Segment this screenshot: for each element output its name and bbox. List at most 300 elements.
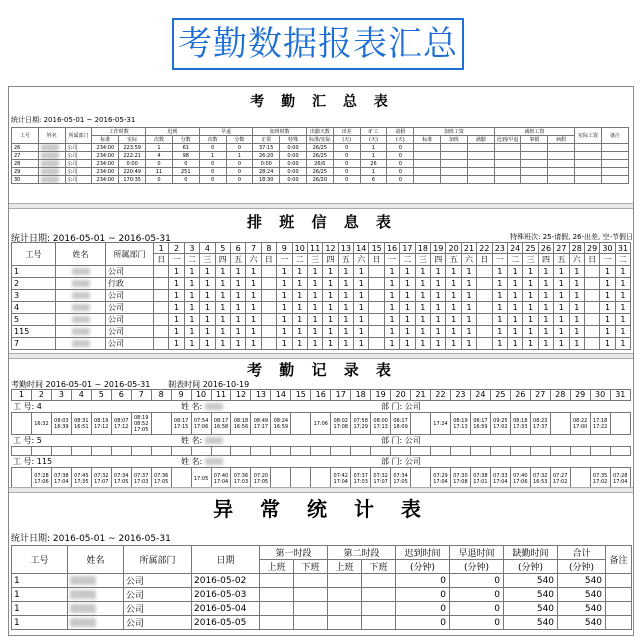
punch-cell: 07:58 17:29	[351, 413, 371, 435]
table-cell: 1	[600, 302, 615, 314]
table-cell: 1	[184, 290, 199, 302]
table-cell: 1	[554, 290, 569, 302]
table-cell: 26:20	[253, 152, 280, 160]
table-cell: 1	[277, 338, 292, 350]
table-cell: 公司	[65, 160, 92, 168]
table-cell: 1	[277, 302, 292, 314]
table-cell: 1	[246, 278, 261, 290]
subheader-cell: (分钟)	[450, 560, 504, 574]
punch-cell: 08:17 18:09	[391, 413, 411, 435]
table-cell: 234:00	[92, 176, 119, 184]
table-cell	[575, 168, 602, 176]
table-cell: 1	[446, 314, 461, 326]
table-cell	[467, 168, 494, 176]
punch-cell	[570, 447, 590, 456]
table-cell: 26/25	[306, 144, 333, 152]
redacted-name	[205, 403, 223, 410]
table-cell	[441, 160, 468, 168]
table-cell: 0	[226, 168, 253, 176]
header-cell: 姓名	[56, 243, 106, 266]
table-cell	[521, 160, 548, 168]
table-cell: 1	[169, 314, 184, 326]
table-cell: 2016-05-05	[192, 616, 260, 630]
table-cell: 2016-05-02	[192, 574, 260, 588]
table-cell: 1	[354, 338, 369, 350]
table-cell: 540	[558, 588, 606, 602]
table-row	[12, 326, 631, 338]
table-cell: 1	[184, 302, 199, 314]
table-cell: 2016-05-03	[192, 588, 260, 602]
table-cell: 1	[507, 290, 522, 302]
day-header: 5	[91, 390, 111, 401]
table-row	[12, 278, 631, 290]
exception-table	[11, 545, 632, 630]
record-days-table	[11, 389, 631, 401]
day-header: 30	[600, 243, 615, 254]
table-cell: 0	[226, 144, 253, 152]
exception-period-value: 2016-05-01 ~ 2016-05-31	[52, 534, 171, 544]
day-header: 10	[191, 390, 211, 401]
punch-cell	[171, 447, 191, 456]
table-cell	[328, 616, 362, 630]
punch-cell: 08:19 08:52 17:05	[131, 413, 151, 435]
table-cell: 1	[523, 338, 538, 350]
table-cell: 公司	[106, 302, 154, 314]
table-cell: 222:21	[119, 152, 146, 160]
table-cell: 1	[354, 326, 369, 338]
day-header: 12	[231, 390, 251, 401]
table-cell: 26/20	[306, 176, 333, 184]
table-cell: 1	[169, 278, 184, 290]
table-cell: 234:00	[92, 152, 119, 160]
table-cell	[369, 290, 384, 302]
header-cell: 加班工资	[414, 128, 494, 136]
weekday-header: 五	[230, 254, 245, 266]
day-header: 22	[431, 390, 451, 401]
table-cell: 1	[538, 314, 553, 326]
table-cell: 1	[354, 314, 369, 326]
punch-cell: 08:31 16:51	[71, 413, 91, 435]
punch-cell: 07:27 17:02	[550, 468, 570, 490]
subheader-cell: (分钟)	[558, 560, 606, 574]
punch-cell: 08:49 17:17	[251, 413, 271, 435]
punch-cell	[111, 447, 131, 456]
table-cell: 1	[431, 338, 446, 350]
table-cell: 1	[307, 278, 322, 290]
day-header: 18	[351, 390, 371, 401]
table-cell: 1	[200, 278, 215, 290]
day-header: 10	[292, 243, 307, 254]
table-cell: 1	[230, 290, 245, 302]
table-cell	[154, 278, 169, 290]
punch-cell	[431, 447, 451, 456]
table-cell	[584, 290, 599, 302]
record-body	[11, 389, 631, 489]
punch-cell	[12, 468, 32, 490]
table-cell: 5	[12, 314, 56, 326]
table-cell: 1	[446, 326, 461, 338]
redacted-name	[70, 590, 96, 599]
table-row	[12, 602, 632, 616]
table-cell: 公司	[65, 152, 92, 160]
punch-cell	[490, 447, 510, 456]
punch-cell: 08:18 16:56	[231, 413, 251, 435]
punch-cell: 08:03 16:39	[51, 413, 71, 435]
table-cell: 0	[450, 588, 504, 602]
punch-cell: 07:36 17:05	[151, 468, 171, 490]
record-made-value: 2016-10-19	[202, 380, 250, 389]
table-cell: 1	[246, 266, 261, 278]
table-cell	[362, 602, 396, 616]
header-cell: 工作时数	[92, 128, 146, 136]
day-header: 1	[12, 390, 32, 401]
table-cell: 2016-05-04	[192, 602, 260, 616]
exception-section	[9, 493, 634, 636]
table-cell	[261, 326, 276, 338]
table-cell	[548, 160, 575, 168]
header-cell: 迟到时间	[396, 546, 450, 560]
table-cell	[154, 338, 169, 350]
table-cell: 1	[600, 338, 615, 350]
table-cell: 0	[146, 160, 173, 168]
table-cell: 1	[230, 314, 245, 326]
day-header: 6	[230, 243, 245, 254]
table-row	[12, 266, 631, 278]
employee-id: 工 号: 4	[13, 402, 42, 411]
table-cell: 1	[338, 326, 353, 338]
table-cell: 1	[12, 616, 68, 630]
table-cell: 1	[338, 266, 353, 278]
punch-cell	[391, 447, 411, 456]
punch-cell: 07:32 17:07	[91, 468, 111, 490]
punch-cell: 07:38 17:01	[470, 468, 490, 490]
table-cell: 540	[504, 602, 558, 616]
table-cell	[294, 616, 328, 630]
table-cell: 1	[384, 326, 399, 338]
table-cell	[441, 168, 468, 176]
table-cell: 1	[338, 290, 353, 302]
punch-cell	[271, 447, 291, 456]
day-header: 17	[331, 390, 351, 401]
day-header: 4	[71, 390, 91, 401]
table-cell: 1	[292, 326, 307, 338]
subheader-cell: 上班	[328, 560, 362, 574]
table-cell: 0	[387, 144, 414, 152]
punch-cell: 07:29 17:04	[431, 468, 451, 490]
table-cell	[261, 278, 276, 290]
subheader-cell: (分钟)	[504, 560, 558, 574]
table-cell: 行政	[106, 278, 154, 290]
punch-cell	[570, 468, 590, 490]
day-header: 1	[154, 243, 169, 254]
table-cell: 0	[172, 176, 199, 184]
table-cell: 540	[504, 574, 558, 588]
table-row	[12, 136, 629, 144]
punch-cell: 08:19 17:12	[91, 413, 111, 435]
table-cell	[477, 338, 492, 350]
table-cell: 1	[461, 266, 476, 278]
table-cell	[154, 314, 169, 326]
table-cell: 1	[492, 302, 507, 314]
punch-cell	[550, 413, 570, 435]
table-cell: 公司	[65, 144, 92, 152]
weekday-header: 日	[261, 254, 276, 266]
employee-dept: 部 门: 公司	[381, 436, 421, 445]
subheader-cell: 病假	[548, 136, 575, 144]
punch-cell: 07:42 17:04	[331, 468, 351, 490]
table-cell: 1	[146, 144, 173, 152]
day-header: 18	[415, 243, 430, 254]
weekday-header: 一	[277, 254, 292, 266]
subheader-cell: (分钟)	[396, 560, 450, 574]
day-header: 4	[200, 243, 215, 254]
table-cell: 1	[215, 302, 230, 314]
punch-cell	[91, 447, 111, 456]
table-cell: 1	[569, 314, 584, 326]
day-header: 19	[431, 243, 446, 254]
day-header: 26	[538, 243, 553, 254]
day-header: 3	[184, 243, 199, 254]
weekday-header: 一	[492, 254, 507, 266]
punch-cell: 07:37 17:03	[131, 468, 151, 490]
table-row	[12, 390, 631, 401]
table-cell	[494, 152, 521, 160]
table-cell: 1	[538, 338, 553, 350]
table-cell: 540	[504, 616, 558, 630]
record-employee-info	[11, 456, 631, 467]
table-cell: 234:00	[92, 168, 119, 176]
redacted-name	[70, 576, 96, 585]
table-cell: 1	[615, 338, 630, 350]
punch-cell	[71, 447, 91, 456]
punch-cell	[131, 447, 151, 456]
table-cell	[260, 574, 294, 588]
table-cell: 1	[292, 290, 307, 302]
table-cell	[154, 302, 169, 314]
table-cell: 0	[333, 152, 360, 160]
table-cell	[494, 160, 521, 168]
table-cell: 0	[199, 168, 226, 176]
employee-name: 姓 名:	[181, 456, 223, 467]
record-punch-table	[11, 412, 631, 435]
table-cell: 1	[323, 266, 338, 278]
table-cell: 1	[292, 278, 307, 290]
summary-period	[11, 115, 135, 125]
day-header: 7	[246, 243, 261, 254]
header-cell: 所属部门	[65, 128, 92, 144]
punch-cell: 07:40 17:06	[510, 468, 530, 490]
table-cell: 1	[415, 278, 430, 290]
table-cell: 1	[431, 278, 446, 290]
punch-cell: 09:25 17:02	[490, 413, 510, 435]
table-cell: 1	[492, 326, 507, 338]
punch-cell	[12, 447, 32, 456]
punch-cell	[470, 447, 490, 456]
table-cell	[68, 588, 124, 602]
weekday-header: 日	[477, 254, 492, 266]
table-cell	[261, 266, 276, 278]
table-cell: 1	[569, 290, 584, 302]
weekday-header: 二	[507, 254, 522, 266]
day-header: 22	[477, 243, 492, 254]
summary-period-label: 统计日期:	[11, 116, 42, 124]
table-cell	[68, 616, 124, 630]
table-cell	[575, 144, 602, 152]
table-cell: 1	[323, 302, 338, 314]
day-header: 16	[384, 243, 399, 254]
day-header: 20	[391, 390, 411, 401]
table-cell: 26/0	[306, 160, 333, 168]
day-header: 14	[354, 243, 369, 254]
table-cell: 1	[215, 266, 230, 278]
table-cell: 2	[12, 278, 56, 290]
table-cell: 1	[307, 302, 322, 314]
table-cell: 1	[554, 326, 569, 338]
punch-cell: 07:54 17:06	[191, 413, 211, 435]
table-cell: 1	[446, 266, 461, 278]
table-cell	[606, 574, 632, 588]
redacted-name	[205, 458, 223, 465]
record-employee-info	[11, 401, 631, 412]
table-cell: 1	[246, 326, 261, 338]
table-cell: 28:24	[253, 168, 280, 176]
exception-period-label: 统计日期:	[11, 534, 51, 544]
weekday-header: 六	[569, 254, 584, 266]
header-cell: 实际工资	[575, 128, 602, 144]
subheader-cell: (天)	[360, 136, 387, 144]
punch-cell	[411, 413, 431, 435]
table-cell: 1	[507, 302, 522, 314]
header-cell: 加班时数	[253, 128, 307, 136]
redacted-name	[72, 316, 90, 323]
table-cell: 26	[12, 144, 39, 152]
weekday-header: 四	[431, 254, 446, 266]
day-header: 19	[371, 390, 391, 401]
subheader-cell: 实际	[119, 136, 146, 144]
table-cell	[575, 160, 602, 168]
table-row	[12, 144, 629, 152]
weekday-header: 三	[523, 254, 538, 266]
schedule-note: 特殊班次: 25-请假, 26-出差, 空-节假日	[510, 233, 633, 241]
table-cell: 1	[400, 266, 415, 278]
table-cell	[477, 314, 492, 326]
header-cell: 旷工	[360, 128, 387, 136]
table-cell	[601, 144, 628, 152]
table-cell	[601, 152, 628, 160]
table-cell: 0:00	[280, 160, 307, 168]
table-cell: 540	[558, 602, 606, 616]
record-employee-info	[11, 435, 631, 446]
table-cell	[575, 176, 602, 184]
summary-section	[9, 87, 634, 205]
table-cell: 0	[387, 160, 414, 168]
table-cell	[548, 144, 575, 152]
punch-cell: 17:18 17:22	[590, 413, 610, 435]
table-cell: 1	[446, 278, 461, 290]
header-cell: 减班工资	[494, 128, 574, 136]
table-cell	[477, 266, 492, 278]
table-cell: 1	[400, 314, 415, 326]
table-cell: 98	[172, 152, 199, 160]
table-cell	[261, 290, 276, 302]
table-cell	[414, 168, 441, 176]
table-cell: 1	[431, 326, 446, 338]
banner	[0, 0, 640, 90]
redacted-name	[41, 160, 59, 167]
record-time-label: 考勤时间	[11, 380, 43, 389]
table-cell: 1	[615, 326, 630, 338]
table-cell	[584, 302, 599, 314]
day-header: 28	[569, 243, 584, 254]
table-cell	[584, 326, 599, 338]
table-cell: 0:00	[280, 152, 307, 160]
table-cell: 1	[461, 326, 476, 338]
table-cell	[38, 160, 65, 168]
table-cell	[294, 588, 328, 602]
header-cell: 工号	[12, 128, 39, 144]
table-cell: 1	[615, 302, 630, 314]
table-cell: 1	[184, 266, 199, 278]
subheader-cell: 上班	[260, 560, 294, 574]
table-row	[12, 616, 632, 630]
schedule-period-value: 2016-05-01 ~ 2016-05-31	[52, 234, 171, 244]
table-cell: 1	[184, 278, 199, 290]
subheader-cell: 次数	[146, 136, 173, 144]
day-header: 29	[584, 243, 599, 254]
punch-cell	[351, 447, 371, 456]
table-cell	[369, 314, 384, 326]
subheader-cell: 下班	[362, 560, 396, 574]
table-cell: 1	[360, 152, 387, 160]
table-cell	[154, 266, 169, 278]
day-header: 12	[323, 243, 338, 254]
table-cell: 1	[323, 338, 338, 350]
table-cell: 1	[461, 314, 476, 326]
table-row	[12, 338, 631, 350]
punch-cell: 17:05	[191, 468, 211, 490]
day-header: 24	[507, 243, 522, 254]
table-cell: 1	[461, 278, 476, 290]
day-header: 5	[215, 243, 230, 254]
table-cell: 1	[523, 302, 538, 314]
punch-cell: 07:34 17:05	[391, 468, 411, 490]
table-cell: 0:00	[119, 160, 146, 168]
table-cell	[294, 602, 328, 616]
table-cell: 1	[323, 326, 338, 338]
table-cell	[521, 168, 548, 176]
punch-cell	[311, 447, 331, 456]
punch-cell: 07:28 17:06	[31, 468, 51, 490]
table-cell: 1	[538, 278, 553, 290]
subheader-cell: 特殊	[280, 136, 307, 144]
day-header: 25	[490, 390, 510, 401]
table-cell: 6	[360, 176, 387, 184]
table-cell: 1	[523, 314, 538, 326]
table-row	[12, 128, 629, 136]
header-cell: 所属部门	[124, 546, 192, 574]
table-cell: 1	[200, 338, 215, 350]
header-cell: 姓名	[38, 128, 65, 144]
weekday-header: 六	[354, 254, 369, 266]
table-cell	[56, 326, 106, 338]
table-cell: 1	[384, 266, 399, 278]
punch-cell: 07:32 17:07	[371, 468, 391, 490]
table-cell: 1	[446, 302, 461, 314]
punch-cell	[231, 447, 251, 456]
schedule-table	[11, 242, 631, 350]
table-cell	[477, 290, 492, 302]
redacted-name	[41, 168, 59, 175]
